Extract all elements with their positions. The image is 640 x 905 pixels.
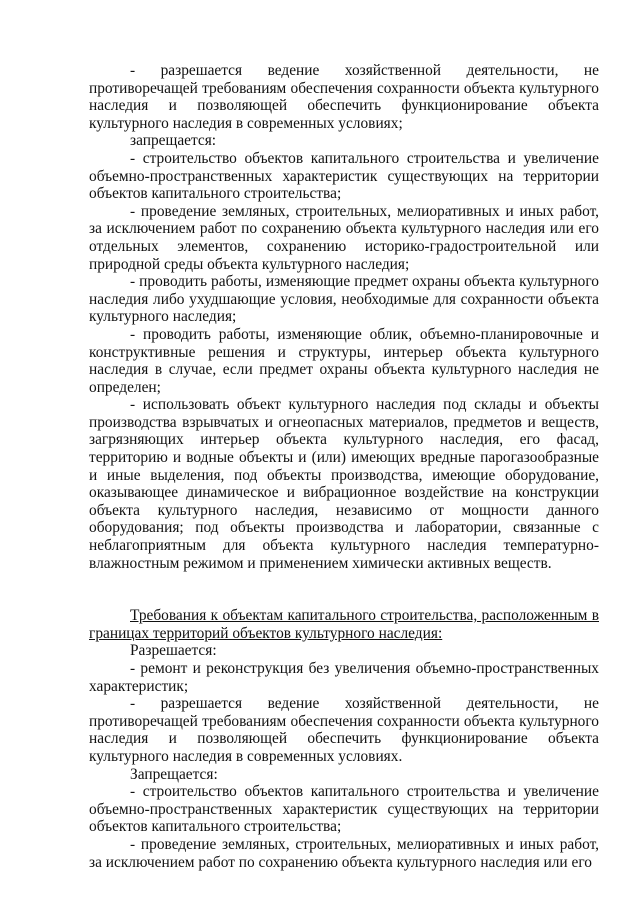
paragraph: - проводить работы, изменяющие облик, объемно-планировочные и конструктивные решения и структуры, интерьер объекта культурного наследия в случае, если предмет охраны объекта культурного наследия не определен; [89,325,599,396]
document-body [89,62,599,871]
paragraph: - использовать объект культурного наследия под склады и объекты производства взрывчатых и огнеопасных материалов, предметов и веществ, загрязняющих интерьер объекта культурного наследия, его фасад, территорию и водные объекты и (или) имеющих вредные парогазообразные и иные выделения, под объекты производства, имеющие оборудование, оказывающее динамическое и вибрационное воздействие на конструкции объекта культурного наследия, независимо от мощности данного оборудования; под объекты производства и лаборатории, связанные с неблагоприятным для объекта культурного наследия температурно-влажностным режимом и применением химически активных веществ. [89,396,599,572]
paragraph: запрещается: [130,132,217,150]
paragraph: - строительство объектов капитального строительства и увеличение объемно-пространственных характеристик существующих на территории объектов капитального строительства; [89,783,599,836]
paragraph: - разрешается ведение хозяйственной деятельности, не противоречащей требованиям обеспечения сохранности объекта культурного наследия и позволяющей обеспечить функционирование объекта культурного наследия в современных условиях. [89,695,599,765]
paragraph: - проводить работы, изменяющие предмет охраны объекта культурного наследия либо ухудшающие условия, необходимые для сохранности объекта культурного наследия; [89,273,599,326]
paragraph: - ремонт и реконструкция без увеличения объемно-пространственных характеристик; [89,660,599,695]
paragraph: Запрещается: [130,765,218,783]
paragraph: - строительство объектов капитального строительства и увеличение объемно-пространственных характеристик существующих на территории объектов капитального строительства; [89,149,599,203]
section-spacer [89,572,599,607]
paragraph: - проведение земляных, строительных, мелиоративных и иных работ, за исключением работ по сохранению объекта культурного наследия или его [89,835,599,871]
paragraph: - проведение земляных, строительных, мелиоративных и иных работ, за исключением работ по сохранению объекта культурного наследия или его отдельных элементов, сохранению историко-градостроительной или природной среды объекта культурного наследия; [89,202,599,273]
paragraph: Разрешается: [130,642,217,660]
paragraph: - разрешается ведение хозяйственной деятельности, не противоречащей требованиям обеспечения сохранности объекта культурного наследия и позволяющей обеспечить функционирование объекта культурного наследия в современных условиях; [89,62,599,132]
section-heading: Требования к объектам капитального строительства, расположенным в границах территорий объектов культурного наследия: [89,607,599,642]
